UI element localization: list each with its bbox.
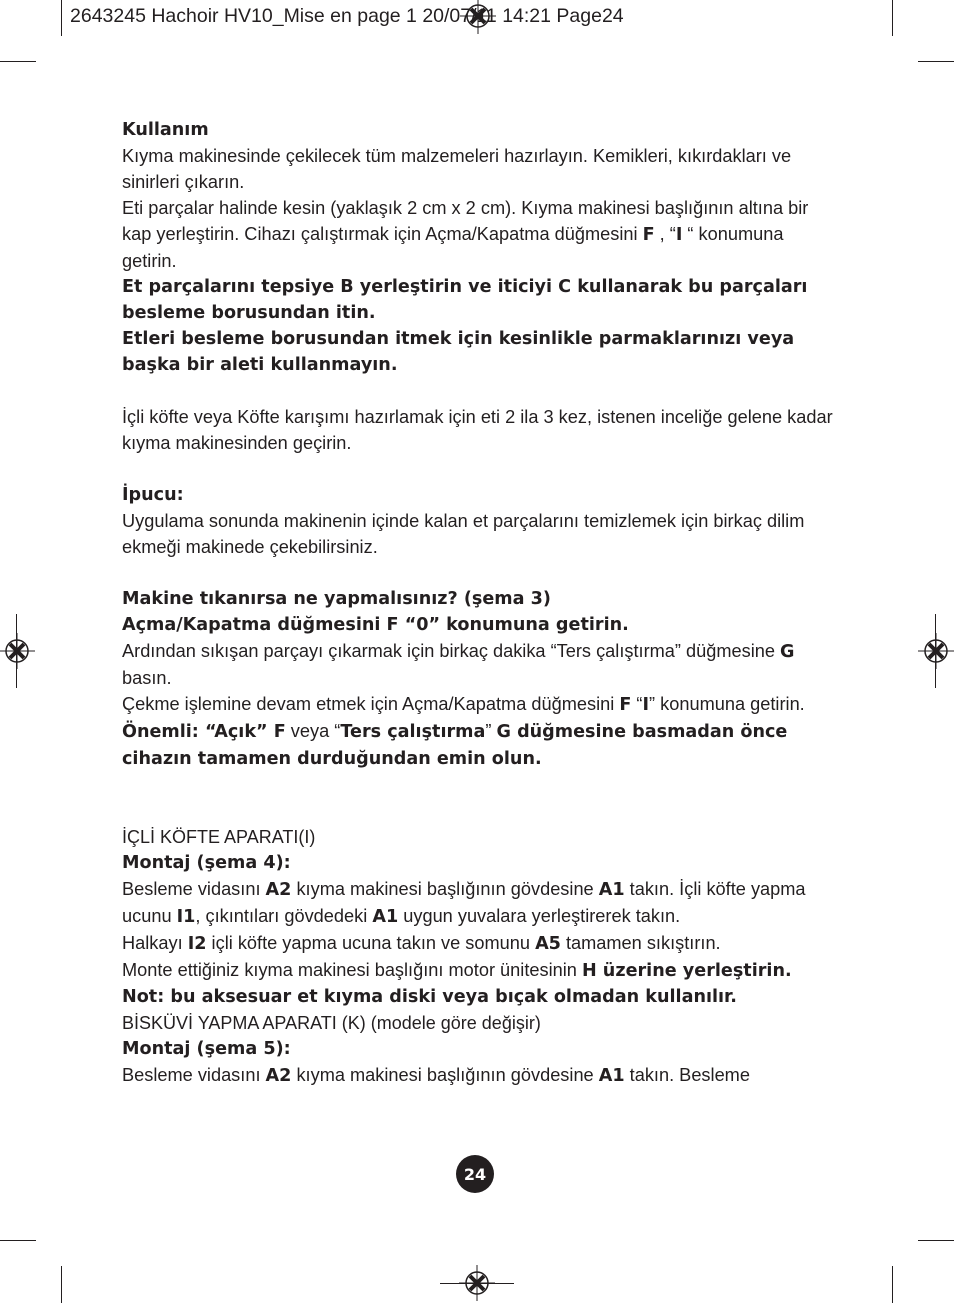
bold-run: Önemli: “Açık” F (122, 722, 286, 742)
spacer (122, 378, 842, 404)
paragraph (122, 638, 842, 691)
subsection-title: Montaj (şema 4): (122, 853, 291, 873)
crop-mark (892, 0, 893, 36)
spacer (122, 772, 842, 824)
text-run: , “ (654, 224, 676, 244)
text-run: tamamen sıkıştırın. (560, 933, 721, 953)
bold-ref: A2 (265, 1066, 292, 1086)
bold-ref: F (642, 225, 655, 245)
paragraph: Kıyma makinesinde çekilecek tüm malzemeleri hazırlayın. Kemikleri, kıkırdakları ve sinirleri çıkarın. (122, 146, 792, 192)
text-run: “ (631, 694, 643, 714)
text-run: ” (485, 721, 497, 741)
paragraph (122, 1062, 842, 1089)
bold-ref: I1 (176, 907, 196, 927)
paragraph: İçli köfte veya Köfte karışımı hazırlamak için eti 2 ila 3 kez, istenen inceliğe gelene kadar kıyma makinesinden geçirin. (122, 407, 833, 453)
text-run: takın. Besleme (624, 1065, 750, 1085)
crop-mark (918, 61, 954, 62)
section-title-biscuit: BİSKÜVİ YAPMA APARATI (K) (modele göre değişir) (122, 1013, 541, 1033)
page-number-badge: 24 (456, 1155, 494, 1193)
text-run: Halkayı (122, 933, 188, 953)
section-title-usage: Kullanım (122, 120, 209, 140)
crop-mark (61, 1266, 62, 1303)
spacer (122, 560, 842, 586)
paragraph (122, 876, 842, 930)
section-title-tip: İpucu: (122, 485, 184, 505)
text-run: Monte ettiğiniz kıyma makinesi başlığını motor ünitesinin (122, 960, 582, 980)
bold-ref: A1 (598, 1066, 625, 1086)
bold-ref: F (619, 695, 632, 715)
important-note (122, 718, 842, 772)
crop-mark (892, 1266, 893, 1303)
bold-instruction: Et parçalarını tepsiye B yerleştirin ve iticiyi C kullanarak bu parçaları besleme borusundan itin. (122, 277, 808, 323)
bold-ref: I2 (187, 934, 207, 954)
paragraph (122, 930, 842, 957)
bold-ref: A1 (598, 880, 625, 900)
registration-mark-icon (0, 631, 37, 671)
crop-mark (0, 61, 36, 62)
bold-run: H üzerine yerleştirin. (581, 961, 792, 981)
text-run: Eti parçalar halinde kesin (yaklaşık 2 cm x 2 cm). Kıyma makinesi başlığının altına bir kap yerleştirin. Cihazı çalıştırmak için Açma/Kapatma düğmesini (122, 198, 809, 244)
text-run: basın. (122, 668, 172, 688)
crop-mark (0, 1240, 36, 1241)
bold-ref: I (675, 225, 683, 245)
section-title-jam: Makine tıkanırsa ne yapmalısınız? (şema 3) (122, 589, 551, 609)
document-body (122, 117, 842, 1089)
bold-instruction: Açma/Kapatma düğmesini F “0” konumuna getirin. (122, 615, 629, 635)
crop-mark (918, 1240, 954, 1241)
text-run: Besleme vidasını (122, 1065, 266, 1085)
bold-note: Not: bu aksesuar et kıyma diski veya bıçak olmadan kullanılır. (122, 987, 737, 1007)
text-run: , çıkıntıları gövdedeki (195, 906, 373, 926)
bold-run: G düğmesine basmadan önce cihazın tamamen durduğundan emin olun. (122, 722, 788, 769)
text-run: içli köfte yapma ucuna takın ve somunu (206, 933, 536, 953)
spacer (122, 456, 842, 482)
text-run: kıyma makinesi başlığının gövdesine (291, 879, 599, 899)
text-run: Besleme vidasını (122, 879, 266, 899)
paragraph (122, 691, 842, 718)
section-title-kofte: İÇLİ KÖFTE APARATI(I) (122, 827, 316, 847)
registration-mark-icon (457, 1263, 497, 1303)
paragraph: Uygulama sonunda makinenin içinde kalan et parçalarını temizlemek için birkaç dilim ekmeği makinede çekebilirsiniz. (122, 511, 805, 557)
bold-ref: G (780, 642, 795, 662)
bold-ref: A5 (535, 934, 561, 954)
text-run: Çekme işlemine devam etmek için Açma/Kapatma düğmesini (122, 694, 620, 714)
registration-mark-icon (916, 631, 954, 671)
paragraph (122, 195, 842, 274)
text-run: takın. İçli köfte yapma ucunu (122, 879, 806, 926)
bold-run: Ters çalıştırma (340, 722, 486, 742)
text-run: veya “ (285, 721, 341, 741)
bold-ref: A1 (372, 907, 399, 927)
text-run: Ardından sıkışan parçayı çıkarmak için birkaç dakika “Ters çalıştırma” düğmesine (122, 641, 781, 661)
print-slug-header: 2643245 Hachoir HV10_Mise en page 1 20/07/11 14:21 Page24 (70, 5, 624, 27)
text-run: kıyma makinesi başlığının gövdesine (291, 1065, 599, 1085)
bold-ref: A2 (265, 880, 292, 900)
bold-ref: I (642, 695, 650, 715)
crop-mark (61, 0, 62, 36)
subsection-title: Montaj (şema 5): (122, 1039, 291, 1059)
text-run: “ konumuna getirin. (122, 224, 784, 271)
text-run: uygun yuvalara yerleştirerek takın. (398, 906, 681, 926)
text-run: ” konumuna getirin. (649, 694, 805, 714)
paragraph (122, 957, 842, 984)
bold-warning: Etleri besleme borusundan itmek için kesinlikle parmaklarınızı veya başka bir aleti kullanmayın. (122, 329, 795, 375)
